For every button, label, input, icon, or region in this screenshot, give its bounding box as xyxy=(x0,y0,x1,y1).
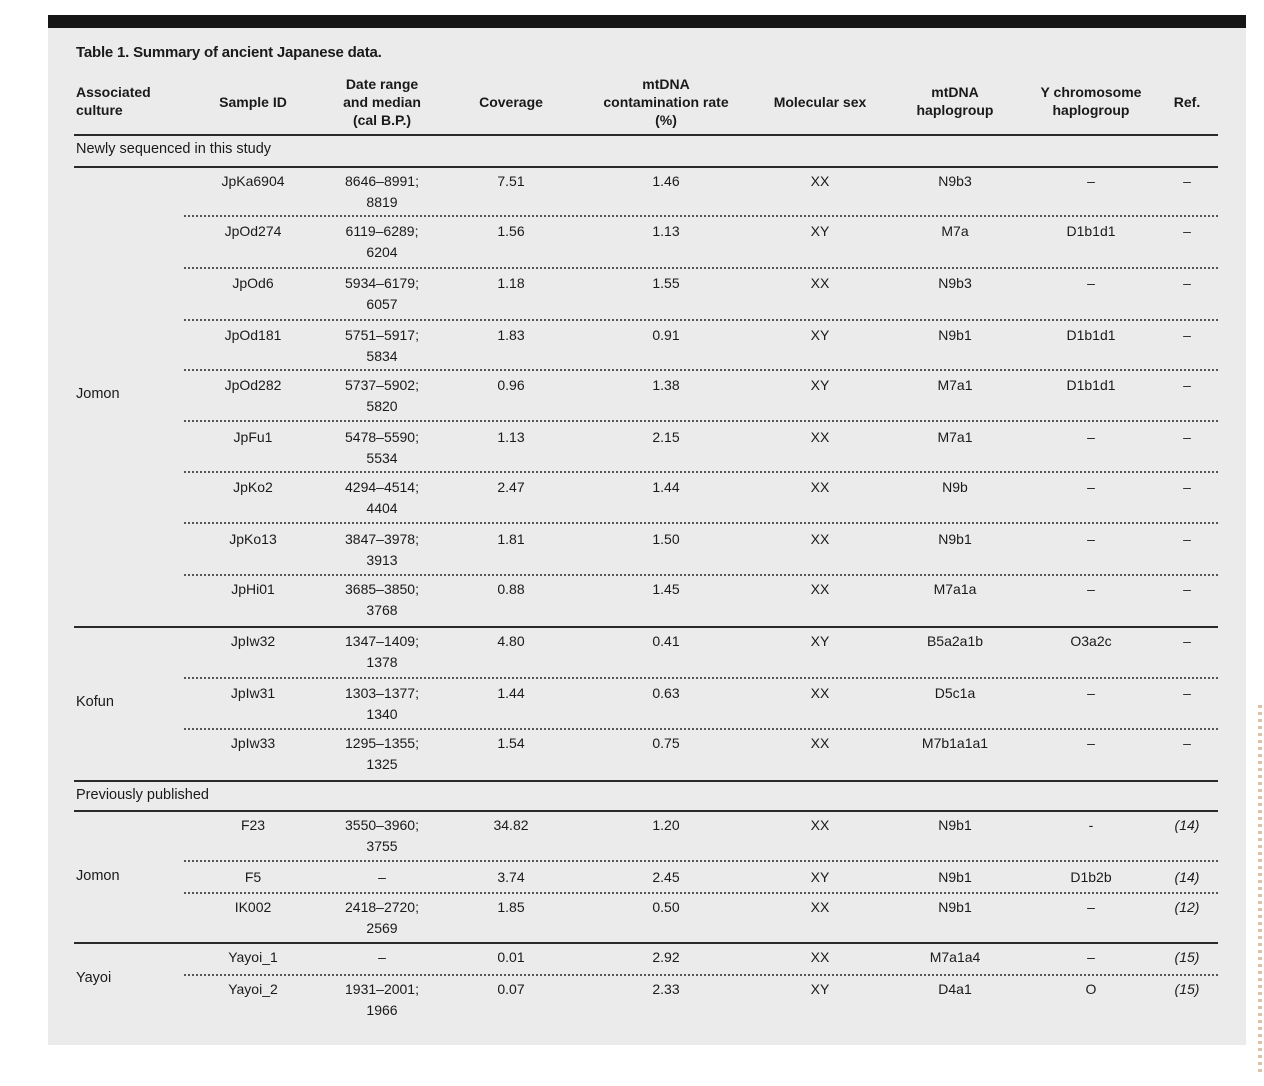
cell-date-range xyxy=(345,733,419,775)
cell-y-haplogroup: – xyxy=(1087,275,1095,291)
cell-date-range xyxy=(345,477,419,519)
cell-coverage: 1.83 xyxy=(497,327,525,343)
cell-ref: – xyxy=(1183,633,1191,649)
date-range-text: 1931–2001; xyxy=(345,981,419,997)
cell-molecular-sex: XX xyxy=(810,817,830,833)
header-contamination-rate: mtDNA contamination rate (%) xyxy=(603,76,729,128)
date-range-text: – xyxy=(378,869,386,885)
cell-ref: – xyxy=(1183,735,1191,751)
cell-molecular-sex: XY xyxy=(810,981,830,997)
cell-coverage: 0.88 xyxy=(497,581,525,597)
date-median-text: 4404 xyxy=(366,500,398,516)
cell-contamination: 1.44 xyxy=(652,479,680,495)
cell-molecular-sex: XX xyxy=(810,531,830,547)
date-range-text: 1347–1409; xyxy=(345,633,419,649)
cell-sample-id: JpIw32 xyxy=(230,633,276,649)
cell-ref: (15) xyxy=(1174,981,1200,997)
date-range-text: 5478–5590; xyxy=(345,429,419,445)
cell-molecular-sex: XY xyxy=(810,377,830,393)
cell-molecular-sex: XX xyxy=(810,735,830,751)
cell-date-range xyxy=(345,979,419,1021)
cell-ref: – xyxy=(1183,581,1191,597)
cell-y-haplogroup: D1b1d1 xyxy=(1066,377,1116,393)
cell-mtdna-haplogroup: N9b3 xyxy=(938,275,972,291)
header-date-range: Date range and median (cal B.P.) xyxy=(343,76,421,128)
cell-mtdna-haplogroup: N9b3 xyxy=(938,173,972,189)
date-range-text: – xyxy=(378,949,386,965)
header-sample-id: Sample ID xyxy=(219,94,287,110)
cell-sample-id: JpOd282 xyxy=(224,377,282,393)
date-median-text: 5534 xyxy=(366,450,398,466)
date-median-text: 3913 xyxy=(366,552,398,568)
scan-edge-artifact xyxy=(1258,705,1262,1075)
cell-ref: – xyxy=(1183,531,1191,547)
cell-ref: – xyxy=(1183,327,1191,343)
cell-sample-id: Yayoi_1 xyxy=(228,949,278,965)
cell-contamination: 0.63 xyxy=(652,685,680,701)
cell-ref: – xyxy=(1183,223,1191,239)
cell-sample-id: JpFu1 xyxy=(233,429,273,445)
cell-y-haplogroup: D1b1d1 xyxy=(1066,327,1116,343)
cell-molecular-sex: XX xyxy=(810,685,830,701)
header-molecular-sex: Molecular sex xyxy=(773,94,867,110)
cell-y-haplogroup: – xyxy=(1087,735,1095,751)
cell-sample-id: JpOd274 xyxy=(224,223,282,239)
cell-mtdna-haplogroup: N9b1 xyxy=(938,817,972,833)
date-range-text: 4294–4514; xyxy=(345,479,419,495)
section-label-previous: Previously published xyxy=(76,787,209,803)
cell-mtdna-haplogroup: N9b1 xyxy=(938,327,972,343)
cell-mtdna-haplogroup: M7a1 xyxy=(937,377,973,393)
header-associated-culture: Associated culture xyxy=(76,84,151,118)
cell-contamination: 1.45 xyxy=(652,581,680,597)
cell-contamination: 1.38 xyxy=(652,377,680,393)
cell-ref: – xyxy=(1183,377,1191,393)
culture-label: Kofun xyxy=(76,694,114,710)
cell-coverage: 0.96 xyxy=(497,377,525,393)
cell-mtdna-haplogroup: M7a1 xyxy=(937,429,973,445)
cell-date-range xyxy=(345,325,419,367)
cell-date-range xyxy=(346,221,419,263)
date-median-text: 1966 xyxy=(366,1002,398,1018)
cell-ref: (14) xyxy=(1174,869,1200,885)
cell-y-haplogroup: - xyxy=(1088,817,1094,833)
date-range-text: 8646–8991; xyxy=(345,173,419,189)
section-label-new: Newly sequenced in this study xyxy=(76,141,272,157)
cell-molecular-sex: XX xyxy=(810,949,830,965)
header-coverage: Coverage xyxy=(479,94,543,110)
cell-coverage: 7.51 xyxy=(497,173,525,189)
cell-date-range xyxy=(345,579,419,621)
cell-date-range xyxy=(378,947,386,968)
cell-coverage: 0.07 xyxy=(497,981,525,997)
cell-contamination: 2.92 xyxy=(652,949,680,965)
date-median-text: 1325 xyxy=(366,756,398,772)
cell-date-range xyxy=(345,897,419,939)
cell-coverage: 1.44 xyxy=(497,685,525,701)
cell-y-haplogroup: – xyxy=(1087,899,1095,915)
cell-ref: – xyxy=(1183,479,1191,495)
cell-date-range xyxy=(345,273,419,315)
date-range-text: 5751–5917; xyxy=(345,327,419,343)
cell-sample-id: F23 xyxy=(240,817,266,833)
date-median-text: 1340 xyxy=(366,706,398,722)
cell-sample-id: JpIw33 xyxy=(230,735,276,751)
row-separator xyxy=(184,471,1218,473)
cell-contamination: 0.50 xyxy=(652,899,680,915)
cell-molecular-sex: XX xyxy=(810,429,830,445)
date-median-text: 8819 xyxy=(366,194,398,210)
row-separator xyxy=(184,677,1218,679)
cell-mtdna-haplogroup: D4a1 xyxy=(938,981,972,997)
cell-ref: – xyxy=(1183,173,1191,189)
cell-ref: – xyxy=(1183,275,1191,291)
cell-contamination: 1.55 xyxy=(652,275,680,291)
cell-coverage: 2.47 xyxy=(497,479,525,495)
date-median-text: 3768 xyxy=(366,602,398,618)
row-separator xyxy=(184,215,1218,217)
group-rule xyxy=(74,780,1218,782)
date-range-text: 6119–6289; xyxy=(345,223,419,239)
cell-ref: – xyxy=(1183,685,1191,701)
cell-y-haplogroup: – xyxy=(1087,581,1095,597)
date-median-text: 5820 xyxy=(366,398,398,414)
row-separator xyxy=(184,319,1218,321)
cell-contamination: 2.15 xyxy=(652,429,680,445)
cell-coverage: 1.56 xyxy=(497,223,525,239)
group-rule xyxy=(74,942,1218,944)
cell-contamination: 2.45 xyxy=(652,869,680,885)
cell-molecular-sex: XY xyxy=(810,633,830,649)
culture-label: Yayoi xyxy=(76,970,112,986)
date-range-text: 5934–6179; xyxy=(345,275,419,291)
row-separator xyxy=(184,369,1218,371)
row-separator xyxy=(184,420,1218,422)
cell-coverage: 0.01 xyxy=(497,949,525,965)
cell-y-haplogroup: – xyxy=(1087,173,1095,189)
cell-date-range xyxy=(378,867,386,888)
cell-molecular-sex: XX xyxy=(810,899,830,915)
cell-sample-id: IK002 xyxy=(234,899,272,915)
cell-y-haplogroup: D1b1d1 xyxy=(1066,223,1116,239)
cell-coverage: 1.18 xyxy=(497,275,525,291)
date-range-text: 1303–1377; xyxy=(345,685,419,701)
cell-sample-id: JpKo2 xyxy=(233,479,273,495)
cell-date-range xyxy=(345,815,419,857)
cell-molecular-sex: XX xyxy=(810,173,830,189)
cell-mtdna-haplogroup: N9b xyxy=(942,479,968,495)
header-ref: Ref. xyxy=(1173,94,1201,110)
row-separator xyxy=(184,522,1218,524)
cell-sample-id: JpIw31 xyxy=(230,685,276,701)
date-range-text: 5737–5902; xyxy=(345,377,419,393)
cell-coverage: 1.81 xyxy=(497,531,525,547)
header-rule xyxy=(74,134,1218,136)
date-median-text: 6204 xyxy=(366,244,398,260)
cell-ref: (12) xyxy=(1174,899,1200,915)
cell-mtdna-haplogroup: M7a xyxy=(941,223,969,239)
cell-mtdna-haplogroup: B5a2a1b xyxy=(926,633,984,649)
cell-contamination: 2.33 xyxy=(652,981,680,997)
header-y-haplogroup: Y chromosome haplogroup xyxy=(1040,84,1142,118)
cell-date-range xyxy=(345,631,419,673)
date-range-text: 3847–3978; xyxy=(345,531,419,547)
date-range-text: 3685–3850; xyxy=(345,581,419,597)
cell-ref: (15) xyxy=(1174,949,1200,965)
cell-contamination: 0.91 xyxy=(652,327,680,343)
cell-date-range xyxy=(345,375,419,417)
cell-contamination: 1.50 xyxy=(652,531,680,547)
cell-contamination: 1.13 xyxy=(652,223,680,239)
cell-sample-id: JpHi01 xyxy=(231,581,275,597)
cell-mtdna-haplogroup: N9b1 xyxy=(938,899,972,915)
row-separator xyxy=(184,267,1218,269)
cell-molecular-sex: XX xyxy=(810,275,830,291)
date-median-text: 5834 xyxy=(366,348,398,364)
header-mtdna-haplogroup: mtDNA haplogroup xyxy=(916,84,994,118)
row-separator xyxy=(184,860,1218,862)
culture-label: Jomon xyxy=(76,386,120,402)
cell-date-range xyxy=(345,683,419,725)
cell-mtdna-haplogroup: M7b1a1a1 xyxy=(921,735,989,751)
cell-y-haplogroup: – xyxy=(1087,479,1095,495)
cell-coverage: 3.74 xyxy=(497,869,525,885)
cell-molecular-sex: XY xyxy=(810,869,830,885)
cell-contamination: 0.75 xyxy=(652,735,680,751)
date-range-text: 3550–3960; xyxy=(345,817,419,833)
cell-contamination: 1.46 xyxy=(652,173,680,189)
cell-y-haplogroup: D1b2b xyxy=(1070,869,1112,885)
cell-mtdna-haplogroup: N9b1 xyxy=(938,869,972,885)
cell-ref: – xyxy=(1183,429,1191,445)
section-rule xyxy=(74,810,1218,812)
row-separator xyxy=(184,728,1218,730)
cell-mtdna-haplogroup: N9b1 xyxy=(938,531,972,547)
cell-sample-id: JpKa6904 xyxy=(221,173,285,189)
cell-sample-id: JpKo13 xyxy=(229,531,277,547)
cell-sample-id: JpOd181 xyxy=(224,327,282,343)
row-separator xyxy=(184,574,1218,576)
date-median-text: 6057 xyxy=(366,296,398,312)
cell-contamination: 1.20 xyxy=(652,817,680,833)
cell-mtdna-haplogroup: M7a1a xyxy=(933,581,977,597)
cell-y-haplogroup: O xyxy=(1085,981,1097,997)
section-rule xyxy=(74,166,1218,168)
cell-coverage: 34.82 xyxy=(493,817,529,833)
cell-molecular-sex: XX xyxy=(810,479,830,495)
cell-date-range xyxy=(345,171,419,213)
table-title: Table 1. Summary of ancient Japanese data. xyxy=(76,44,382,61)
cell-coverage: 1.54 xyxy=(497,735,525,751)
cell-sample-id: JpOd6 xyxy=(232,275,274,291)
cell-y-haplogroup: – xyxy=(1087,429,1095,445)
culture-label: Jomon xyxy=(76,868,120,884)
cell-ref: (14) xyxy=(1174,817,1200,833)
date-median-text: 1378 xyxy=(366,654,398,670)
cell-coverage: 1.13 xyxy=(497,429,525,445)
cell-y-haplogroup: – xyxy=(1087,685,1095,701)
row-separator xyxy=(184,974,1218,976)
cell-mtdna-haplogroup: M7a1a4 xyxy=(929,949,981,965)
cell-y-haplogroup: O3a2c xyxy=(1070,633,1112,649)
cell-molecular-sex: XY xyxy=(810,327,830,343)
cell-contamination: 0.41 xyxy=(652,633,680,649)
cell-mtdna-haplogroup: D5c1a xyxy=(934,685,976,701)
date-median-text: 2569 xyxy=(366,920,398,936)
cell-coverage: 1.85 xyxy=(497,899,525,915)
date-median-text: 3755 xyxy=(366,838,398,854)
cell-sample-id: Yayoi_2 xyxy=(228,981,278,997)
row-separator xyxy=(184,892,1218,894)
cell-molecular-sex: XY xyxy=(810,223,830,239)
group-rule xyxy=(74,626,1218,628)
date-range-text: 1295–1355; xyxy=(345,735,419,751)
cell-date-range xyxy=(345,427,419,469)
top-border-bar xyxy=(48,15,1246,28)
date-range-text: 2418–2720; xyxy=(345,899,419,915)
cell-coverage: 4.80 xyxy=(497,633,525,649)
cell-sample-id: F5 xyxy=(244,869,262,885)
cell-y-haplogroup: – xyxy=(1087,949,1095,965)
cell-y-haplogroup: – xyxy=(1087,531,1095,547)
cell-date-range xyxy=(345,529,419,571)
cell-molecular-sex: XX xyxy=(810,581,830,597)
